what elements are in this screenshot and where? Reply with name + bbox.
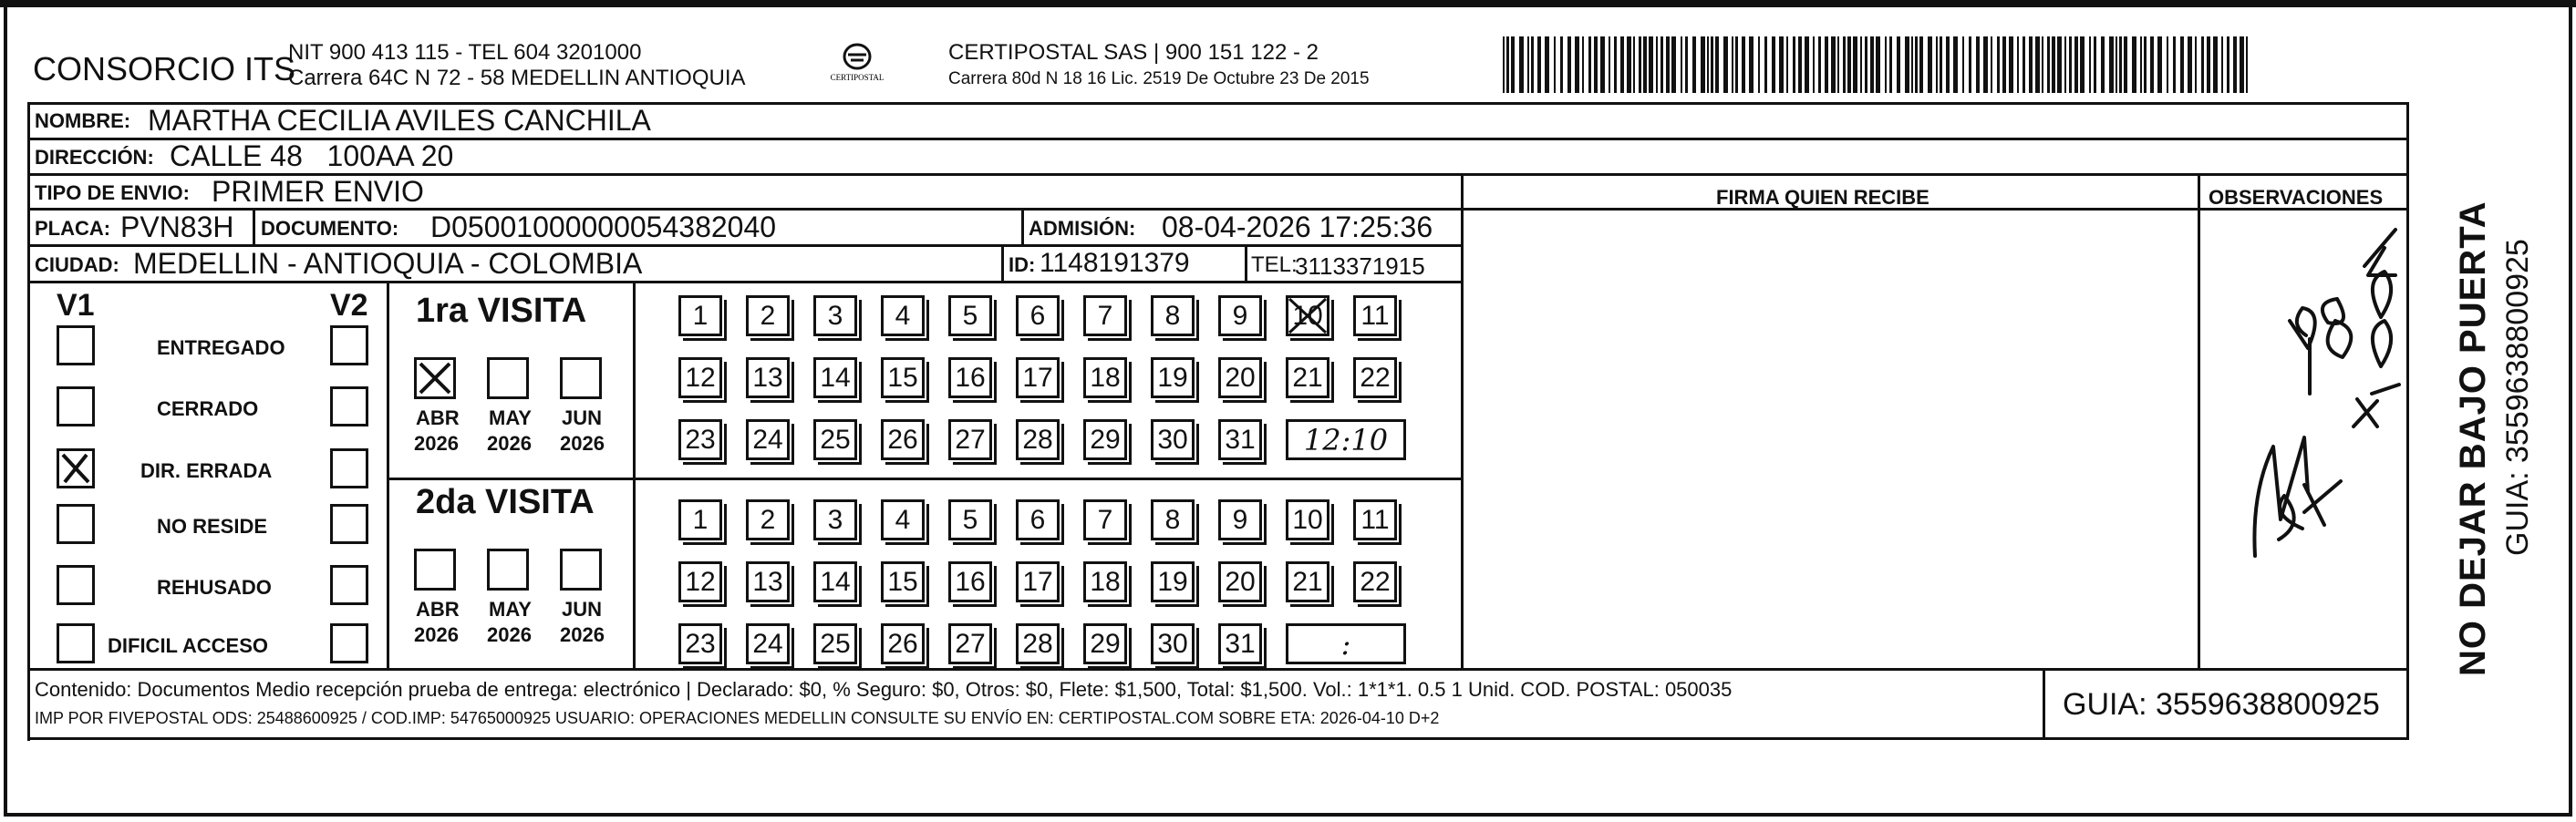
main-left-edge (27, 102, 30, 669)
placa-value: PVN83H (120, 211, 234, 243)
tel-divider (1245, 244, 1247, 281)
documento-label: DOCUMENTO: (261, 217, 399, 240)
day-box[interactable]: 25 (813, 419, 857, 460)
footer-top-divider (27, 668, 2409, 671)
day-box[interactable]: 22 (1353, 357, 1397, 398)
day-box[interactable]: 9 (1218, 295, 1262, 336)
direccion-label: DIRECCIÓN: (35, 146, 154, 169)
day-box[interactable]: 23 (678, 623, 722, 664)
day-box[interactable]: 7 (1083, 295, 1127, 336)
day-box[interactable]: 11 (1353, 295, 1397, 336)
footer-left-edge (27, 668, 30, 741)
day-box[interactable]: 17 (1016, 357, 1060, 398)
day-box[interactable]: 8 (1151, 499, 1195, 540)
day-box[interactable]: 30 (1151, 623, 1195, 664)
day-box[interactable]: 25 (813, 623, 857, 664)
v1-checkbox[interactable] (57, 386, 95, 426)
day-box[interactable]: 31 (1218, 419, 1262, 460)
month-label: JUN (562, 598, 603, 621)
status-label: NO RESIDE (157, 515, 268, 538)
nit-line: NIT 900 413 115 - TEL 604 3201000 (288, 40, 642, 65)
observaciones-left-edge (2198, 173, 2200, 669)
company-address: Carrera 64C N 72 - 58 MEDELLIN ANTIOQUIA (288, 66, 746, 90)
month-checkbox[interactable] (560, 357, 602, 399)
cross-icon (1286, 295, 1329, 336)
ciudad-label: CIUDAD: (35, 253, 119, 276)
barcode (1503, 36, 2256, 93)
visit1-title: 1ra VISITA (416, 292, 587, 330)
main-right-edge (2406, 102, 2409, 740)
day-box[interactable]: 1 (678, 499, 722, 540)
v1-checkbox[interactable] (57, 448, 95, 488)
day-box[interactable]: 28 (1016, 419, 1060, 460)
no-dejar-bajo-puerta: NO DEJAR BAJO PUERTA (2453, 200, 2493, 676)
day-box[interactable]: 27 (948, 623, 992, 664)
day-box[interactable]: 5 (948, 499, 992, 540)
day-box[interactable]: 5 (948, 295, 992, 336)
day-box[interactable]: 14 (813, 357, 857, 398)
day-box[interactable]: 9 (1218, 499, 1262, 540)
year-label: 2026 (414, 623, 459, 646)
tel-value: 3113371915 (1295, 252, 1425, 280)
certipostal-logo-icon (821, 38, 894, 91)
month-label: ABR (416, 598, 460, 621)
v1-header: V1 (57, 288, 95, 323)
observaciones-header: OBSERVACIONES (2209, 186, 2384, 209)
v2-checkbox[interactable] (330, 386, 368, 426)
id-value: 1148191379 (1040, 248, 1190, 278)
year-label: 2026 (414, 432, 459, 455)
day-box[interactable]: 2 (746, 295, 790, 336)
v2-checkbox[interactable] (330, 448, 368, 488)
day-box[interactable]: 3 (813, 499, 857, 540)
placa-label: PLACA: (35, 217, 111, 240)
footer-guia: GUIA: 3559638800925 (2063, 687, 2380, 722)
day-box[interactable]: 3 (813, 295, 857, 336)
status-label: ENTREGADO (157, 336, 285, 359)
status-label: DIR. ERRADA (140, 459, 273, 482)
visit-divider (387, 478, 1463, 480)
status-divider (387, 281, 389, 669)
day-box[interactable]: 24 (746, 623, 790, 664)
nombre-value: MARTHA CECILIA AVILES CANCHILA (148, 104, 651, 137)
tel-label: TEL: (1251, 252, 1298, 277)
day-box[interactable]: 13 (746, 357, 790, 398)
month-checkbox[interactable] (560, 549, 602, 591)
day-box[interactable]: 29 (1083, 623, 1127, 664)
day-box[interactable]: 26 (881, 623, 925, 664)
v2-checkbox[interactable] (330, 504, 368, 544)
day-box[interactable]: 8 (1151, 295, 1195, 336)
year-label: 2026 (487, 432, 532, 455)
day-box[interactable]: 4 (881, 499, 925, 540)
month-checkbox[interactable] (414, 549, 456, 591)
day-box[interactable]: 1 (678, 295, 722, 336)
day-box[interactable]: 11 (1353, 499, 1397, 540)
status-label: REHUSADO (157, 576, 272, 599)
placa-divider (253, 208, 255, 244)
status-label: CERRADO (157, 397, 259, 420)
month-label: MAY (489, 406, 532, 429)
tipo-envio-label: TIPO DE ENVIO: (35, 181, 190, 204)
tipo-envio-value: PRIMER ENVIO (212, 175, 424, 208)
day-box[interactable]: 21 (1286, 561, 1329, 602)
company-name: CONSORCIO ITS (33, 50, 296, 87)
ciudad-value: MEDELLIN - ANTIOQUIA - COLOMBIA (133, 247, 643, 280)
footer-imp: IMP POR FIVEPOSTAL ODS: 25488600925 / COD.IMP: 54765000925 USUARIO: OPERACIONES MEDELLIN CONSULTE SU ENVÍO EN: CERTIPOSTAL.COM SOBRE ETA: 2026-04-10 D+2 (35, 709, 1440, 727)
row-divider (27, 281, 1464, 283)
day-cross-mark (1286, 295, 1329, 336)
nombre-label: NOMBRE: (35, 109, 131, 132)
time-box[interactable]: 12:10 (1286, 419, 1406, 460)
month-label: MAY (489, 598, 532, 621)
day-box[interactable]: 16 (948, 357, 992, 398)
day-box[interactable]: 26 (881, 419, 925, 460)
day-box[interactable]: 10 (1286, 295, 1329, 336)
year-label: 2026 (560, 623, 605, 646)
admision-label: ADMISIÓN: (1029, 217, 1136, 240)
v2-checkbox[interactable] (330, 325, 368, 365)
day-box[interactable]: 20 (1218, 561, 1262, 602)
footer-contenido: Contenido: Documentos Medio recepción prueba de entrega: electrónico | Declarado: $0, % Seguro: $0, Otros: $0, Flete: $1,500, Total: $1,500. Vol.: 1*1*1. 0.5 1 Unid. COD. POSTAL: 050035 (35, 678, 1733, 701)
day-box[interactable]: 19 (1151, 357, 1195, 398)
id-label: ID: (1009, 253, 1036, 276)
day-box[interactable]: 20 (1218, 357, 1262, 398)
day-box[interactable]: 6 (1016, 295, 1060, 336)
direccion-value: CALLE 48 100AA 20 (170, 139, 454, 172)
v1-checkbox[interactable] (57, 325, 95, 365)
side-guia: GUIA: 3559638800925 (2500, 239, 2535, 556)
status-label: DIFICIL ACCESO (108, 634, 269, 657)
day-box[interactable]: 2 (746, 499, 790, 540)
check-mark-icon (59, 451, 92, 486)
day-box[interactable]: 28 (1016, 623, 1060, 664)
footer-guia-divider (2043, 668, 2045, 739)
check-mark-icon (417, 360, 453, 396)
firma-left-edge (1461, 173, 1464, 669)
month-label: JUN (562, 406, 603, 429)
month-checkbox[interactable] (487, 549, 529, 591)
day-box[interactable]: 18 (1083, 561, 1127, 602)
day-box[interactable]: 13 (746, 561, 790, 602)
top-edge (0, 0, 2576, 7)
time-box[interactable]: : (1286, 623, 1406, 664)
v2-checkbox[interactable] (330, 565, 368, 605)
month-checkbox[interactable] (487, 357, 529, 399)
day-box[interactable]: 12 (678, 561, 722, 602)
firma-header: FIRMA QUIEN RECIBE (1716, 186, 1929, 209)
year-label: 2026 (560, 432, 605, 455)
month-label: ABR (416, 406, 460, 429)
id-divider (1001, 244, 1004, 281)
day-box[interactable]: 7 (1083, 499, 1127, 540)
footer-bottom-divider (27, 737, 2409, 740)
day-box[interactable]: 14 (813, 561, 857, 602)
year-label: 2026 (487, 623, 532, 646)
observaciones-handwriting (2202, 211, 2403, 667)
admision-value: 08-04-2026 17:25:36 (1162, 211, 1433, 243)
day-box[interactable]: 30 (1151, 419, 1195, 460)
day-box[interactable]: 22 (1353, 561, 1397, 602)
svg-text:CERTIPOSTAL: CERTIPOSTAL (830, 73, 885, 82)
visit2-title: 2da VISITA (416, 483, 595, 521)
day-box[interactable]: 6 (1016, 499, 1060, 540)
day-box[interactable]: 15 (881, 357, 925, 398)
certipostal-address: Carrera 80d N 18 16 Lic. 2519 De Octubre 23 De 2015 (948, 69, 1370, 88)
admision-divider (1021, 208, 1024, 244)
day-box[interactable]: 4 (881, 295, 925, 336)
month-checkbox[interactable] (414, 357, 456, 399)
day-box[interactable]: 17 (1016, 561, 1060, 602)
day-box[interactable]: 23 (678, 419, 722, 460)
documento-value: D05001000000054382040 (430, 211, 777, 243)
certipostal-line: CERTIPOSTAL SAS | 900 151 122 - 2 (948, 40, 1319, 65)
v1-checkbox[interactable] (57, 565, 95, 605)
day-box[interactable]: 21 (1286, 357, 1329, 398)
v1-checkbox[interactable] (57, 623, 95, 663)
day-box[interactable]: 18 (1083, 357, 1127, 398)
visit-month-divider (633, 281, 636, 669)
day-box[interactable]: 10 (1286, 499, 1329, 540)
day-box[interactable]: 27 (948, 419, 992, 460)
day-box[interactable]: 31 (1218, 623, 1262, 664)
v2-checkbox[interactable] (330, 623, 368, 663)
v1-checkbox[interactable] (57, 504, 95, 544)
certipostal-logo (821, 38, 894, 91)
v2-header: V2 (330, 288, 368, 323)
day-box[interactable]: 24 (746, 419, 790, 460)
day-box[interactable]: 19 (1151, 561, 1195, 602)
day-box[interactable]: 29 (1083, 419, 1127, 460)
day-box[interactable]: 15 (881, 561, 925, 602)
day-box[interactable]: 16 (948, 561, 992, 602)
day-box[interactable]: 12 (678, 357, 722, 398)
